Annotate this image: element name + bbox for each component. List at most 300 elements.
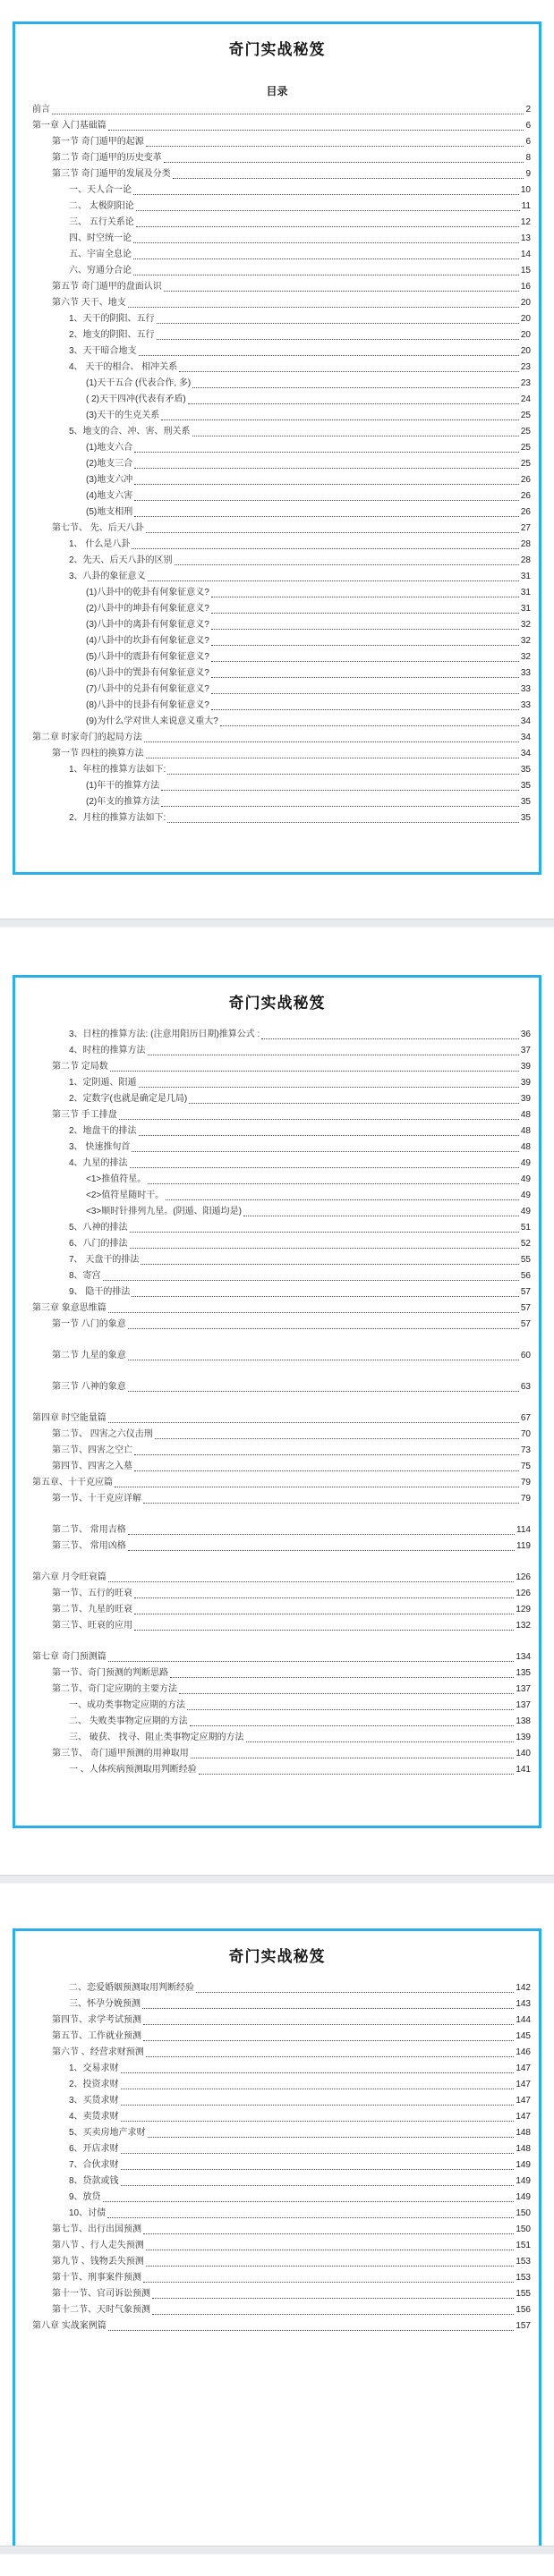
toc-entry[interactable]: [15, 794, 539, 810]
toc-entry-label: 1、交易求财: [69, 2063, 119, 2073]
dot-leader: [134, 500, 519, 501]
toc-entry[interactable]: [15, 1602, 539, 1618]
toc-entry-label: (2)地支三合: [86, 459, 133, 469]
dot-leader: [139, 1087, 519, 1088]
toc-entry[interactable]: [15, 2174, 539, 2190]
toc-entry-page: 34: [520, 733, 531, 742]
toc-entry[interactable]: [15, 1746, 539, 1762]
toc-entry-label: (5)地支相刑: [86, 507, 133, 517]
toc-entry-label: 二、 失败类事物定应期的方法: [69, 1716, 188, 1726]
toc-entry-page: 25: [520, 443, 531, 453]
toc-entry[interactable]: [15, 150, 539, 166]
dot-leader: [134, 1454, 519, 1455]
toc-entry[interactable]: [15, 295, 539, 311]
toc-entry[interactable]: [15, 311, 539, 327]
toc-entry[interactable]: [15, 1714, 539, 1730]
toc-entry-page: 141: [516, 1765, 531, 1775]
toc-entry-label: 第六节 天干、地支: [52, 298, 126, 308]
toc-entry[interactable]: [15, 327, 539, 343]
toc-list: [15, 102, 539, 826]
toc-entry[interactable]: [15, 1107, 539, 1123]
toc-entry-page: 119: [516, 1541, 531, 1551]
toc-entry[interactable]: [15, 778, 539, 794]
dot-leader: [220, 725, 519, 726]
toc-entry-label: (6)八卦中的巽卦有何象征意义?: [86, 668, 209, 678]
dot-leader: [134, 516, 519, 517]
toc-entry-label: 1、年柱的推算方法如下:: [69, 765, 166, 775]
toc-entry[interactable]: [15, 537, 539, 553]
dot-leader: [211, 613, 519, 614]
toc-entry[interactable]: [15, 2254, 539, 2270]
toc-entry-page: 63: [520, 1382, 531, 1392]
toc-entry[interactable]: [15, 2109, 539, 2125]
dot-leader: [148, 580, 519, 581]
toc-entry-label: (8)八卦中的艮卦有何象征意义?: [86, 700, 209, 710]
toc-entry-page: 134: [516, 1652, 531, 1662]
toc-entry-label: 前言: [32, 105, 50, 114]
toc-entry[interactable]: [15, 1123, 539, 1140]
toc-entry[interactable]: [15, 2125, 539, 2141]
toc-entry-label: 一、天人合一论: [69, 185, 132, 195]
dot-leader: [166, 1199, 519, 1200]
toc-entry[interactable]: [15, 617, 539, 633]
toc-entry-page: 24: [520, 394, 531, 404]
dot-leader: [179, 1693, 514, 1694]
toc-entry[interactable]: [15, 1459, 539, 1475]
dot-leader: [211, 693, 519, 694]
toc-entry-label: 4、 天干的相合、 相冲关系: [69, 362, 178, 372]
toc-entry-label: (1)天干五合 (代表合作, 多): [86, 378, 192, 388]
toc-entry-label: 第二节 九星的象意: [52, 1351, 126, 1360]
toc-entry[interactable]: [15, 1284, 539, 1301]
dot-leader: [110, 1071, 519, 1072]
toc-entry[interactable]: [15, 392, 539, 408]
toc-entry-page: 20: [520, 330, 531, 340]
toc-entry[interactable]: [15, 1301, 539, 1317]
toc-heading: 目录: [266, 85, 288, 97]
toc-entry-label: 二、恋爱婚姻预测取用判断经验: [69, 1983, 194, 1993]
toc-entry[interactable]: [15, 1156, 539, 1172]
toc-entry-page: 146: [516, 2047, 531, 2057]
dot-leader: [130, 1167, 519, 1168]
toc-entry[interactable]: [15, 521, 539, 537]
toc-entry-page: 28: [520, 539, 531, 549]
toc-entry-label: 第三节、 奇门遁甲预测的用神取用: [52, 1749, 189, 1758]
toc-entry[interactable]: [15, 102, 539, 118]
toc-entry[interactable]: [15, 762, 539, 778]
toc-entry[interactable]: [15, 1538, 539, 1555]
toc-entry-page: 139: [516, 1733, 531, 1742]
toc-entry[interactable]: [15, 2302, 539, 2318]
toc-entry[interactable]: [15, 730, 539, 746]
toc-entry-label: 第三节、 常用凶格: [52, 1541, 126, 1551]
toc-entry-label: (4)八卦中的坎卦有何象征意义?: [86, 636, 209, 646]
toc-entry[interactable]: [15, 1475, 539, 1491]
toc-entry-label: 第一章 入门基础篇: [32, 121, 107, 131]
toc-entry[interactable]: [15, 1172, 539, 1188]
toc-entry-label: 2、地盘干的排法: [69, 1126, 137, 1136]
toc-entry[interactable]: [15, 2061, 539, 2077]
dot-leader: [121, 2169, 515, 2170]
toc-entry-page: 16: [520, 282, 531, 292]
toc-entry-page: 150: [516, 2224, 531, 2234]
toc-entry-label: 五、宇宙全息论: [69, 250, 132, 259]
toc-entry[interactable]: [15, 649, 539, 665]
toc-entry[interactable]: [15, 199, 539, 215]
toc-entry-label: 第二节 定局数: [52, 1062, 108, 1072]
dot-leader: [108, 1312, 519, 1313]
toc-entry[interactable]: [15, 1379, 539, 1395]
toc-entry-label: 第五节、工作就业预测: [52, 2031, 141, 2041]
page-separator: [0, 1875, 554, 1884]
toc-entry[interactable]: [15, 504, 539, 521]
toc-entry-page: 135: [516, 1668, 531, 1678]
toc-entry-label: 4、时柱的推算方法: [69, 1046, 146, 1055]
dot-leader: [139, 1135, 519, 1136]
toc-entry[interactable]: [15, 1091, 539, 1107]
toc-entry[interactable]: [15, 714, 539, 730]
toc-entry-label: 9、 隐干的排法: [69, 1287, 131, 1297]
toc-entry[interactable]: [15, 2157, 539, 2174]
toc-entry[interactable]: [15, 134, 539, 150]
toc-entry[interactable]: [15, 472, 539, 488]
toc-entry-label: 第六节 、经营求财预测: [52, 2047, 144, 2057]
toc-entry-page: 35: [520, 781, 531, 791]
toc-entry[interactable]: [15, 1522, 539, 1538]
dot-leader: [144, 741, 519, 742]
toc-entry-page: 147: [516, 2096, 531, 2106]
toc-entry-label: 第四节、四害之入墓: [52, 1462, 132, 1471]
toc-entry[interactable]: [15, 1698, 539, 1714]
toc-entry[interactable]: [15, 2190, 539, 2206]
toc-entry-page: 28: [520, 555, 531, 565]
toc-entry-label: 第二节、 四害之六仪击刑: [52, 1429, 153, 1439]
toc-entry[interactable]: [15, 2270, 539, 2286]
toc-entry[interactable]: [15, 682, 539, 698]
toc-entry-page: 11: [521, 201, 531, 211]
toc-entry-page: 33: [520, 668, 531, 678]
toc-entry-page: 147: [516, 2063, 531, 2073]
dot-leader: [136, 210, 520, 211]
toc-entry[interactable]: [15, 553, 539, 569]
toc-entry-page: 39: [520, 1094, 531, 1104]
dot-leader: [143, 2024, 514, 2025]
toc-entry-page: 49: [520, 1174, 531, 1184]
toc-entry-page: 35: [520, 797, 531, 807]
toc-entry-label: 第三节 手工排盘: [52, 1110, 117, 1120]
toc-entry[interactable]: [15, 2012, 539, 2029]
dot-leader: [246, 1741, 515, 1742]
toc-entry[interactable]: [15, 343, 539, 360]
toc-entry-page: 15: [520, 266, 531, 275]
dot-leader: [133, 194, 519, 195]
toc-entry-page: 33: [520, 700, 531, 710]
toc-entry-page: 32: [520, 636, 531, 646]
toc-entry[interactable]: [15, 2093, 539, 2109]
dot-leader: [130, 1232, 519, 1233]
toc-entry-page: 73: [520, 1445, 531, 1455]
toc-entry-label: 四、时空统一论: [69, 233, 132, 243]
toc-entry[interactable]: [15, 215, 539, 231]
toc-entry-label: 2、月柱的推算方法如下:: [69, 813, 166, 823]
toc-entry[interactable]: [15, 1348, 539, 1364]
dot-leader: [161, 806, 519, 807]
toc-entry[interactable]: [15, 1268, 539, 1284]
toc-entry[interactable]: [15, 1204, 539, 1220]
toc-entry-page: 20: [520, 314, 531, 324]
toc-entry-label: 第八节 、行人走失预测: [52, 2241, 144, 2250]
toc-entry-label: 5、地支的合、冲、害、刑关系: [69, 427, 191, 436]
toc-entry[interactable]: [15, 1665, 539, 1682]
toc-entry[interactable]: [15, 1220, 539, 1236]
dot-leader: [190, 1725, 515, 1726]
toc-entry-label: 第一节、十干克应详解: [52, 1494, 141, 1504]
toc-entry-label: (1)年干的推算方法: [86, 781, 160, 791]
toc-entry-page: 35: [520, 813, 531, 823]
toc-entry[interactable]: [15, 1140, 539, 1156]
dot-leader: [152, 2314, 514, 2315]
toc-entry-label: 第四节、求学考试预测: [52, 2015, 141, 2025]
toc-entry[interactable]: [15, 569, 539, 585]
toc-entry-label: 1、 什么是八卦: [69, 539, 131, 549]
dot-leader: [139, 355, 519, 356]
dot-leader: [108, 1581, 515, 1582]
toc-entry-page: 26: [520, 475, 531, 485]
toc-entry[interactable]: [15, 360, 539, 376]
toc-entry[interactable]: [15, 1443, 539, 1459]
dot-leader: [146, 2056, 515, 2057]
toc-entry-page: 23: [520, 378, 531, 388]
toc-entry[interactable]: [15, 1059, 539, 1075]
toc-entry-label: (5)八卦中的震卦有何象征意义?: [86, 652, 209, 662]
toc-entry-label: (1)地支六合: [86, 443, 133, 453]
toc-entry[interactable]: [15, 118, 539, 134]
toc-entry[interactable]: [15, 279, 539, 295]
toc-entry-label: (9)为什么学对世人来说意义重大?: [86, 716, 218, 726]
toc-entry-label: 第一节、五行的旺衰: [52, 1589, 132, 1598]
toc-entry[interactable]: [15, 1188, 539, 1204]
toc-entry-page: 51: [520, 1223, 531, 1233]
dot-leader: [179, 371, 519, 372]
toc-entry[interactable]: [15, 231, 539, 247]
dot-leader: [121, 2072, 515, 2073]
dot-leader: [142, 2008, 514, 2009]
toc-entry[interactable]: [15, 263, 539, 279]
toc-entry-label: 三、 破获、 找寻、阻止类事物定应期的方法: [69, 1733, 244, 1742]
toc-entry-label: 第二节、奇门定应期的主要方法: [52, 1684, 177, 1694]
dot-leader: [103, 2201, 515, 2202]
dot-leader: [108, 1422, 519, 1423]
toc-entry-page: 114: [516, 1525, 531, 1535]
toc-entry[interactable]: [15, 633, 539, 649]
toc-entry-page: 26: [520, 491, 531, 501]
toc-entry-page: 151: [516, 2241, 531, 2250]
toc-entry-page: 149: [516, 2176, 531, 2186]
dot-leader: [161, 790, 519, 791]
toc-entry-page: 23: [520, 362, 531, 372]
toc-entry[interactable]: [15, 1980, 539, 1996]
dot-leader: [132, 1296, 519, 1297]
toc-entry[interactable]: [15, 1027, 539, 1043]
toc-entry-label: 6、八门的排法: [69, 1239, 128, 1249]
dot-leader: [167, 774, 519, 775]
toc-entry[interactable]: [15, 2318, 539, 2334]
toc-entry[interactable]: [15, 2141, 539, 2157]
toc-entry-label: (3)八卦中的离卦有何象征意义?: [86, 620, 209, 630]
toc-entry-page: 57: [520, 1319, 531, 1329]
toc-entry-page: 149: [516, 2192, 531, 2202]
dot-leader: [128, 1534, 515, 1535]
toc-entry[interactable]: [15, 1411, 539, 1427]
toc-entry-page: 150: [516, 2208, 531, 2218]
toc-page-2: [13, 975, 541, 1828]
toc-entry[interactable]: [15, 2206, 539, 2222]
dot-leader: [133, 258, 519, 259]
dot-leader: [188, 403, 519, 404]
toc-entry[interactable]: [15, 2286, 539, 2302]
toc-entry[interactable]: [15, 2222, 539, 2238]
toc-entry-page: 31: [520, 572, 531, 581]
toc-entry[interactable]: [15, 1252, 539, 1268]
toc-entry-page: 145: [516, 2031, 531, 2041]
toc-entry-label: 3、天干暗合地支: [69, 346, 137, 356]
toc-entry[interactable]: [15, 1427, 539, 1443]
toc-entry-page: 147: [516, 2080, 531, 2089]
toc-entry-label: 第一节 四柱的换算方法: [52, 749, 144, 758]
toc-entry[interactable]: [15, 1730, 539, 1746]
toc-entry[interactable]: [15, 1236, 539, 1252]
toc-entry[interactable]: [15, 247, 539, 263]
toc-entry[interactable]: [15, 1682, 539, 1698]
toc-entry[interactable]: [15, 2045, 539, 2061]
toc-entry[interactable]: [15, 1618, 539, 1634]
toc-entry[interactable]: [15, 1762, 539, 1778]
toc-entry-page: 155: [516, 2289, 531, 2299]
toc-entry-page: 10: [520, 185, 531, 195]
toc-entry-page: 12: [520, 217, 531, 227]
toc-entry-page: 144: [516, 2015, 531, 2025]
toc-entry[interactable]: [15, 1649, 539, 1665]
toc-entry[interactable]: [15, 1043, 539, 1059]
toc-entry-page: 2: [525, 105, 531, 114]
toc-list: [15, 1980, 539, 2334]
toc-entry-page: 20: [520, 298, 531, 308]
toc-entry-page: 153: [516, 2273, 531, 2283]
toc-entry-page: 137: [516, 1700, 531, 1710]
toc-entry[interactable]: [15, 2238, 539, 2254]
toc-entry[interactable]: [15, 746, 539, 762]
toc-entry-label: (2)年支的推算方法: [86, 797, 160, 807]
toc-entry[interactable]: [15, 2077, 539, 2093]
toc-entry-label: 3、 快速推旬首: [69, 1142, 131, 1152]
toc-entry[interactable]: [15, 810, 539, 826]
toc-entry-page: 126: [516, 1589, 531, 1598]
toc-entry-label: 一 、人体疾病预测取用判断经验: [69, 1765, 197, 1775]
toc-entry-label: 3、日柱的推算方法: (注意用阳历日期)推算公式 :: [69, 1030, 260, 1039]
toc-entry-page: 34: [520, 716, 531, 726]
toc-entry[interactable]: [15, 424, 539, 440]
page-separator: [0, 919, 554, 928]
toc-entry[interactable]: [15, 1586, 539, 1602]
toc-entry[interactable]: [15, 1317, 539, 1333]
toc-entry-label: 3、八卦的象征意义: [69, 572, 146, 581]
toc-entry[interactable]: [15, 601, 539, 617]
toc-entry[interactable]: [15, 1996, 539, 2012]
toc-entry-label: 7、 天盘干的排法: [69, 1255, 140, 1265]
toc-entry-label: 第二节、 常用吉格: [52, 1525, 126, 1535]
toc-entry-page: 142: [516, 1983, 531, 1993]
toc-entry-label: 第一节 八门的象意: [52, 1319, 126, 1329]
toc-entry-page: 9: [525, 169, 531, 179]
toc-entry-label: 6、开店求财: [69, 2144, 119, 2154]
toc-entry-label: 第九节 、钱物丢失预测: [52, 2257, 144, 2267]
toc-entry-page: 52: [520, 1239, 531, 1249]
toc-entry[interactable]: [15, 376, 539, 392]
toc-entry-label: 4、卖货求财: [69, 2112, 119, 2122]
dot-leader: [128, 1550, 515, 1551]
dot-leader: [134, 484, 519, 485]
toc-entry-label: 第五节 奇门遁甲的盘面认识: [52, 282, 162, 292]
dot-leader: [211, 645, 519, 646]
toc-entry[interactable]: [15, 1491, 539, 1507]
toc-entry-label: 二、 太极阴阳论: [69, 201, 134, 211]
toc-entry-page: 149: [516, 2160, 531, 2170]
toc-entry-page: 33: [520, 684, 531, 694]
dot-leader: [261, 1038, 519, 1039]
toc-entry-label: 第五章、十干克应篇: [32, 1478, 113, 1487]
toc-entry-label: 第七节、出行出国预测: [52, 2224, 141, 2234]
toc-entry[interactable]: [15, 182, 539, 199]
toc-entry-page: 13: [520, 233, 531, 243]
toc-entry[interactable]: [15, 1570, 539, 1586]
dot-leader: [130, 1248, 519, 1249]
toc-entry[interactable]: [15, 440, 539, 456]
dot-leader: [211, 629, 519, 630]
toc-entry-label: (2)八卦中的坤卦有何象征意义?: [86, 604, 209, 614]
dot-leader: [143, 2233, 514, 2234]
toc-entry-page: 156: [516, 2305, 531, 2315]
toc-entry-page: 57: [520, 1303, 531, 1313]
dot-leader: [170, 1677, 514, 1678]
toc-entry-label: 2、投资求财: [69, 2080, 119, 2089]
dot-leader: [146, 146, 524, 147]
toc-entry[interactable]: [15, 665, 539, 682]
toc-entry-page: 25: [520, 427, 531, 436]
toc-entry-label: 10、讨债: [69, 2208, 107, 2218]
toc-entry-page: 36: [520, 1030, 531, 1039]
dot-leader: [187, 1709, 514, 1710]
toc-entry-page: 35: [520, 765, 531, 775]
toc-entry[interactable]: [15, 456, 539, 472]
toc-entry-label: 8、贷款或钱: [69, 2176, 119, 2186]
dot-leader: [211, 661, 519, 662]
dot-leader: [119, 1119, 519, 1120]
toc-entry[interactable]: [15, 166, 539, 182]
toc-entry[interactable]: [15, 698, 539, 714]
toc-entry-page: 31: [520, 588, 531, 597]
toc-entry[interactable]: [15, 1075, 539, 1091]
toc-entry-page: 148: [516, 2128, 531, 2138]
toc-entry-page: 147: [516, 2112, 531, 2122]
dot-leader: [211, 677, 519, 678]
toc-entry-label: 第八章 实战案例篇: [32, 2321, 107, 2331]
toc-entry[interactable]: [15, 488, 539, 504]
toc-entry-page: 132: [516, 1621, 531, 1631]
dot-leader: [108, 1661, 515, 1662]
toc-entry[interactable]: [15, 408, 539, 424]
toc-entry[interactable]: [15, 2029, 539, 2045]
toc-entry[interactable]: [15, 585, 539, 601]
